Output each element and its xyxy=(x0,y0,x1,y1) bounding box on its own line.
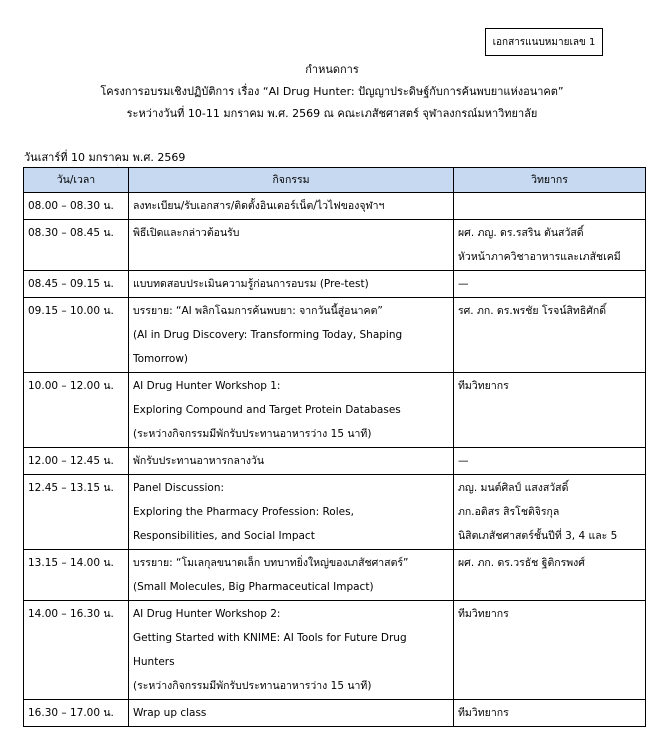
event-dates: ระหว่างวันที่ 10-11 มกราคม พ.ศ. 2569 ณ คณะเภสัชศาสตร์ จุฬาลงกรณ์มหาวิทยาลัย xyxy=(126,107,538,120)
speaker-line: ทีมวิทยากร xyxy=(458,380,509,392)
table-row xyxy=(24,700,646,727)
activity-line: บรรยาย: “AI พลิกโฉมการค้นพบยา: จากวันนี้สู่อนาคต” xyxy=(133,305,383,317)
speaker-line: ผศ. ภก. ดร.วรธัช ฐิติกรพงศ์ xyxy=(458,557,585,569)
speaker-line: ผศ. ภญ. ดร.รสริน ตันสวัสดิ์ xyxy=(458,227,584,239)
activity-cell xyxy=(129,475,454,550)
day-label: วันเสาร์ที่ 10 มกราคม พ.ศ. 2569 xyxy=(24,151,186,164)
header-time: วัน/เวลา xyxy=(24,168,129,193)
time-cell: 08.00 – 08.30 น. xyxy=(24,193,129,220)
activity-cell xyxy=(129,601,454,700)
activity-line: (Small Molecules, Big Pharmaceutical Impact) xyxy=(133,581,374,593)
speaker-cell xyxy=(454,193,646,220)
activity-line: Panel Discussion: xyxy=(133,482,225,494)
activity-cell xyxy=(129,193,454,220)
document-number-box: เอกสารแนบหมายเลข 1 xyxy=(485,28,603,56)
activity-line: Responsibilities, and Social Impact xyxy=(133,530,315,542)
time-cell: 14.00 – 16.30 น. xyxy=(24,601,129,700)
time-cell: 09.15 – 10.00 น. xyxy=(24,298,129,373)
activity-line: Exploring the Pharmacy Profession: Roles, xyxy=(133,506,354,518)
activity-line: Getting Started with KNIME: AI Tools for Future Drug xyxy=(133,632,407,644)
schedule-title: กำหนดการ xyxy=(305,63,359,76)
activity-cell xyxy=(129,220,454,271)
activity-line: Tomorrow) xyxy=(133,353,189,365)
time-cell: 13.15 – 14.00 น. xyxy=(24,550,129,601)
table-row xyxy=(24,298,646,373)
activity-line: AI Drug Hunter Workshop 1: xyxy=(133,380,281,392)
activity-line: พักรับประทานอาหารกลางวัน xyxy=(133,455,265,467)
activity-line: AI Drug Hunter Workshop 2: xyxy=(133,608,281,620)
speaker-cell xyxy=(454,298,646,373)
speaker-line: รศ. ภก. ดร.พรชัย โรจน์สิทธิศักดิ์ xyxy=(458,305,607,317)
activity-line: ลงทะเบียน/รับเอกสาร/ติดตั้งอินเตอร์เน็ต/ไวไฟของจุฬาฯ xyxy=(133,200,385,212)
speaker-cell xyxy=(454,475,646,550)
table-row xyxy=(24,220,646,271)
speaker-line: หัวหน้าภาควิชาอาหารและเภสัชเคมี xyxy=(458,251,621,263)
header-speaker: วิทยากร xyxy=(454,168,646,193)
time-cell: 12.45 – 13.15 น. xyxy=(24,475,129,550)
table-row xyxy=(24,550,646,601)
speaker-cell xyxy=(454,373,646,448)
time-cell: 16.30 – 17.00 น. xyxy=(24,700,129,727)
speaker-cell xyxy=(454,601,646,700)
schedule-body xyxy=(24,193,646,727)
table-row xyxy=(24,601,646,700)
speaker-cell xyxy=(454,220,646,271)
speaker-cell xyxy=(454,700,646,727)
activity-line: Exploring Compound and Target Protein Databases xyxy=(133,404,401,416)
schedule-table xyxy=(23,167,646,727)
table-row xyxy=(24,448,646,475)
time-cell: 08.45 – 09.15 น. xyxy=(24,271,129,298)
time-cell: 08.30 – 08.45 น. xyxy=(24,220,129,271)
activity-line: (ระหว่างกิจกรรมมีพักรับประทานอาหารว่าง 15 นาที) xyxy=(133,680,372,692)
header-activity: กิจกรรม xyxy=(129,168,454,193)
speaker-line: ทีมวิทยากร xyxy=(458,608,509,620)
activity-cell xyxy=(129,550,454,601)
activity-line: (AI in Drug Discovery: Transforming Today, Shaping xyxy=(133,329,403,341)
speaker-line: — xyxy=(458,455,469,467)
speaker-line: ภญ. มนต์ศิลป์ แสงสวัสดิ์ xyxy=(458,482,569,494)
table-row xyxy=(24,271,646,298)
speaker-line: — xyxy=(458,278,469,290)
speaker-line: นิสิตเภสัชศาสตร์ชั้นปีที่ 3, 4 และ 5 xyxy=(458,530,618,542)
activity-line: แบบทดสอบประเมินความรู้ก่อนการอบรม (Pre-test) xyxy=(133,278,369,290)
time-cell: 10.00 – 12.00 น. xyxy=(24,373,129,448)
activity-cell xyxy=(129,271,454,298)
speaker-cell xyxy=(454,550,646,601)
activity-cell xyxy=(129,700,454,727)
speaker-cell xyxy=(454,271,646,298)
activity-line: พิธีเปิดและกล่าวต้อนรับ xyxy=(133,227,240,239)
time-cell: 12.00 – 12.45 น. xyxy=(24,448,129,475)
table-row xyxy=(24,475,646,550)
table-row xyxy=(24,373,646,448)
activity-cell xyxy=(129,373,454,448)
activity-line: (ระหว่างกิจกรรมมีพักรับประทานอาหารว่าง 15 นาที) xyxy=(133,428,372,440)
speaker-line: ทีมวิทยากร xyxy=(458,707,509,719)
activity-line: บรรยาย: “โมเลกุลขนาดเล็ก บทบาทยิ่งใหญ่ของเภสัชศาสตร์” xyxy=(133,557,409,569)
activity-cell xyxy=(129,298,454,373)
activity-cell xyxy=(129,448,454,475)
speaker-line: ภก.อติสร สิรโชติจิรกุล xyxy=(458,506,560,518)
table-row xyxy=(24,193,646,220)
activity-line: Hunters xyxy=(133,656,175,668)
activity-line: Wrap up class xyxy=(133,707,207,719)
table-header-row xyxy=(24,168,646,193)
project-title: โครงการอบรมเชิงปฏิบัติการ เรื่อง “AI Drug Hunter: ปัญญาประดิษฐ์กับการค้นพบยาแห่งอนาคต” xyxy=(100,85,564,98)
speaker-cell xyxy=(454,448,646,475)
